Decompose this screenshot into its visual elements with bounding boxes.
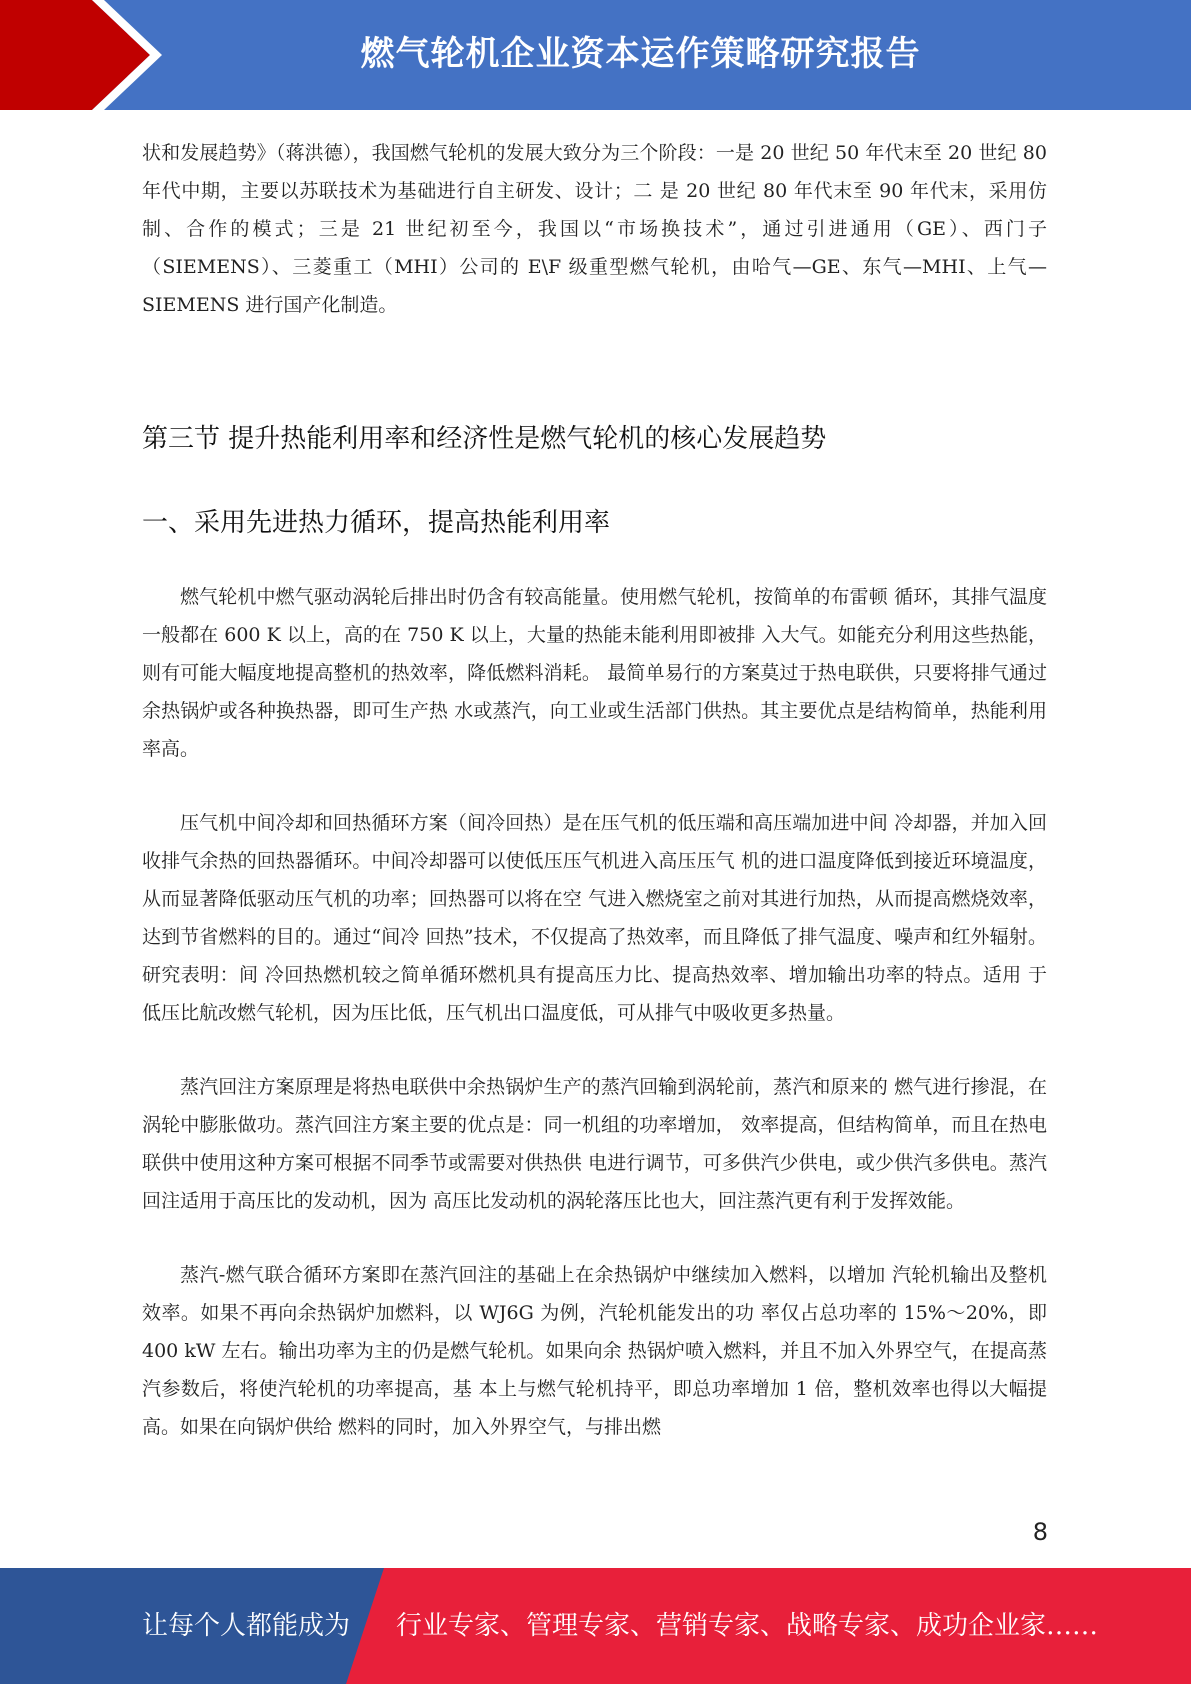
paragraph-steam-injection: 蒸汽回注方案原理是将热电联供中余热锅炉生产的蒸汽回输到涡轮前，蒸汽和原来的 燃气进行掺混，在涡轮中膨胀做功。蒸汽回注方案主要的优点是：同一机组的功率增加， 效率提高，但结构简单，而且在热电联供中使用这种方案可根据不同季节或需要对供热供 电进行调节，可多供汽少供电，或少供汽多供电。蒸汽回注适用于高压比的发动机，因为 高压比发动机的涡轮落压比也大，回注蒸汽更有利于发挥效能。 <box>142 1076 1047 1212</box>
footer-slogan-right: 行业专家、管理专家、营销专家、战略专家、成功企业家…… <box>396 1611 1099 1641</box>
footer-slogan-left: 让每个人都能成为 <box>142 1611 351 1641</box>
intro-paragraph: 状和发展趋势》（蒋洪德），我国燃气轮机的发展大致分为三个阶段：一是 20 世纪 50 年代末至 20 世纪 80 年代中期，主要以苏联技术为基础进行自主研发、设计；二 是 20 世纪 80 年代末至 90 年代末，采用仿制、合作的模式；三是 21 世纪初至今，我国以“市场换技术”，通过引进通用（GE）、西门子（SIEMENS）、三菱重工（MHI）公司的 E\F 级重型燃气轮机，由哈气—GE、东气—MHI、上气—SIEMENS 进行国产化制造。 <box>142 142 1047 316</box>
page-header <box>0 0 1191 110</box>
intro-block <box>142 134 1047 324</box>
section-heading: 第三节 提升热能利用率和经济性是燃气轮机的核心发展趋势 <box>142 424 827 454</box>
page-number: 8 <box>1032 1518 1048 1546</box>
paragraph-heat-power: 燃气轮机中燃气驱动涡轮后排出时仍含有较高能量。使用燃气轮机，按简单的布雷顿 循环，其排气温度一般都在 600 K 以上，高的在 750 K 以上，大量的热能未能利用即被排 入大气。如能充分利用这些热能，则有可能大幅度地提高整机的热效率，降低燃料消耗。 最简单易行的方案莫过于热电联供，只要将排气通过余热锅炉或各种换热器，即可生产热 水或蒸汽，向工业或生活部门供热。其主要优点是结构简单，热能利用率高。 <box>142 586 1047 760</box>
paragraph-intercooling: 压气机中间冷却和回热循环方案（间冷回热）是在压气机的低压端和高压端加进中间 冷却器，并加入回收排气余热的回热器循环。中间冷却器可以使低压压气机进入高压压气 机的进口温度降低到接近环境温度，从而显著降低驱动压气机的功率；回热器可以将在空 气进入燃烧室之前对其进行加热，从而提高燃烧效率，达到节省燃料的目的。通过“间冷 回热”技术，不仅提高了热效率，而且降低了排气温度、噪声和红外辐射。研究表明：间 冷回热燃机较之简单循环燃机具有提高压力比、提高热效率、增加输出功率的特点。适用 于低压比航改燃气轮机，因为压比低，压气机出口温度低，可从排气中吸收更多热量。 <box>142 812 1047 1024</box>
body-text <box>142 578 1047 1446</box>
paragraph-combined-cycle: 蒸汽-燃气联合循环方案即在蒸汽回注的基础上在余热锅炉中继续加入燃料，以增加 汽轮机输出及整机效率。如果不再向余热锅炉加燃料，以 WJ6G 为例，汽轮机能发出的功 率仅占总功率的 15%～20%，即 400 kW 左右。输出功率为主的仍是燃气轮机。如果向余 热锅炉喷入燃料，并且不加入外界空气，在提高蒸汽参数后，将使汽轮机的功率提高，基 本上与燃气轮机持平，即总功率增加 1 倍，整机效率也得以大幅提高。如果在向锅炉供给 燃料的同时，加入外界空气，与排出燃 <box>142 1264 1047 1438</box>
report-title: 燃气轮机企业资本运作策略研究报告 <box>360 34 921 74</box>
page-footer <box>0 1568 1191 1684</box>
subsection-heading: 一、采用先进热力循环，提高热能利用率 <box>142 508 611 538</box>
